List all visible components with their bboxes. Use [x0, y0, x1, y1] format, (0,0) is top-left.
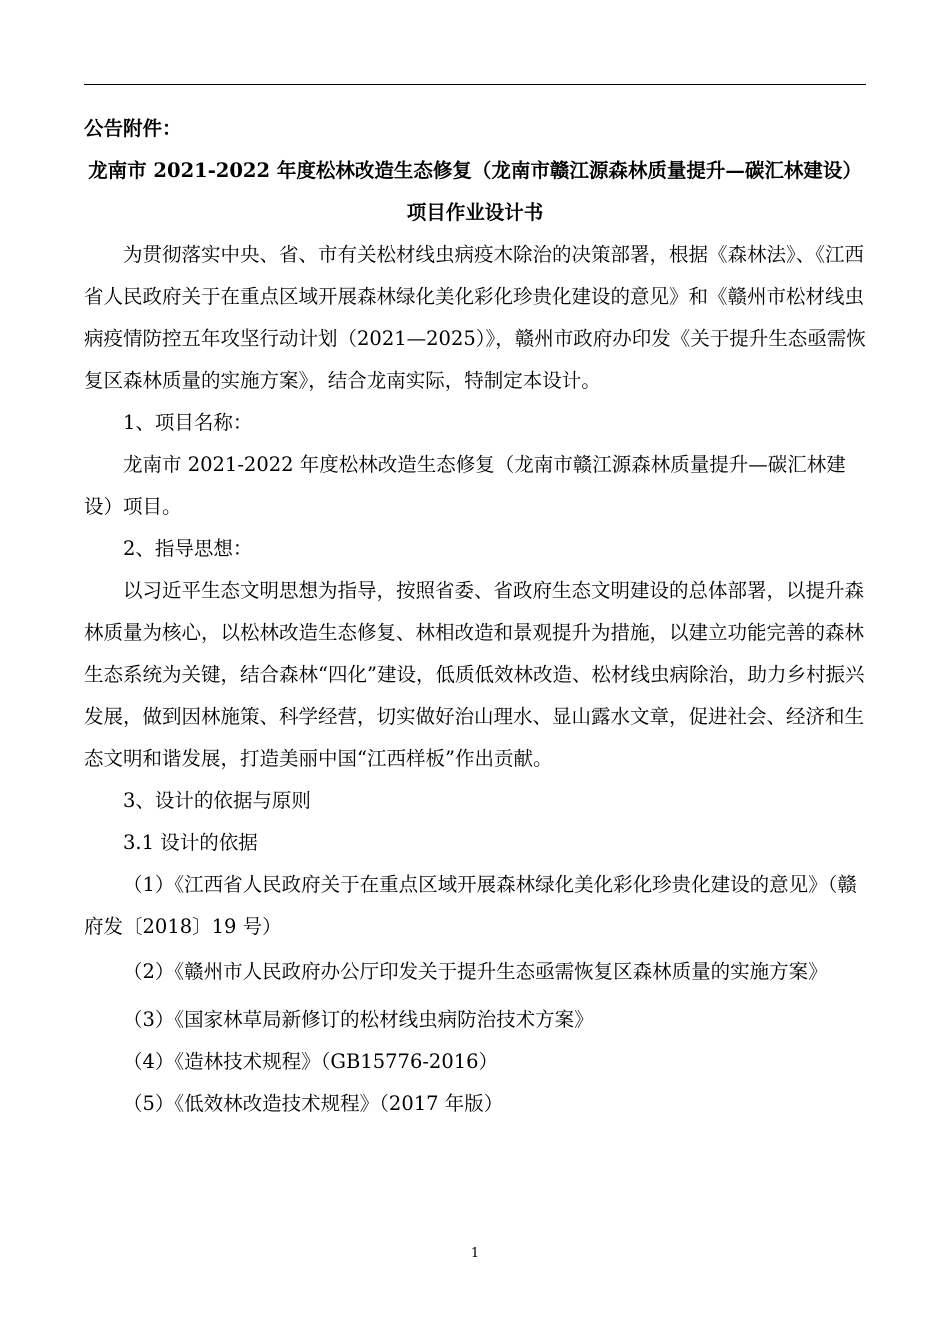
- basis-item-1: （1）《江西省人民政府关于在重点区域开展森林绿化美化彩化珍贵化建设的意见》（赣府发〔2018〕19 号）: [84, 873, 857, 938]
- page-number: 1: [470, 1246, 480, 1261]
- basis-item-2: （2）《赣州市人民政府办公厅印发关于提升生态亟需恢复区森林质量的实施方案》: [123, 960, 828, 983]
- document-body: [84, 108, 866, 1125]
- section-2-heading: 2、指导思想：: [123, 537, 253, 560]
- basis-item-5: （5）《低效林改造技术规程》（2017 年版）: [123, 1092, 504, 1115]
- header-rule: [84, 84, 866, 85]
- section-1-text: 龙南市 2021-2022 年度松林改造生态修复（龙南市赣江源森林质量提升—碳汇林建设）项目。: [84, 453, 846, 518]
- document-title: 龙南市 2021-2022 年度松林改造生态修复（龙南市赣江源森林质量提升—碳汇林建设）项目作业设计书: [88, 159, 862, 224]
- intro-paragraph: 为贯彻落实中央、省、市有关松材线虫病疫木除治的决策部署，根据《森林法》、《江西省人民政府关于在重点区域开展森林绿化美化彩化珍贵化建设的意见》和《赣州市松材线虫病疫情防控五年攻坚行动计划（2021—2025）》，赣州市政府办印发《关于提升生态亟需恢复区森林质量的实施方案》，结合龙南实际，特制定本设计。: [84, 243, 866, 392]
- basis-item-3: （3）《国家林草局新修订的松材线虫病防治技术方案》: [123, 1008, 594, 1031]
- basis-item-4: （4）《造林技术规程》（GB15776-2016）: [123, 1050, 499, 1073]
- section-3-heading: 3、设计的依据与原则: [123, 789, 311, 812]
- section-3-1-heading: 3.1 设计的依据: [123, 831, 258, 854]
- section-1-heading: 1、项目名称：: [123, 411, 253, 434]
- announcement-heading: 公告附件：: [84, 117, 182, 140]
- section-2-text: 以习近平生态文明思想为指导，按照省委、省政府生态文明建设的总体部署，以提升森林质量为核心，以松林改造生态修复、林相改造和景观提升为措施，以建立功能完善的森林生态系统为关键，结合森林“四化”建设，低质低效林改造、松材线虫病除治，助力乡村振兴发展，做到因林施策、科学经营，切实做好治山理水、显山露水文章，促进社会、经济和生态文明和谐发展，打造美丽中国“江西样板”作出贡献。: [84, 579, 865, 770]
